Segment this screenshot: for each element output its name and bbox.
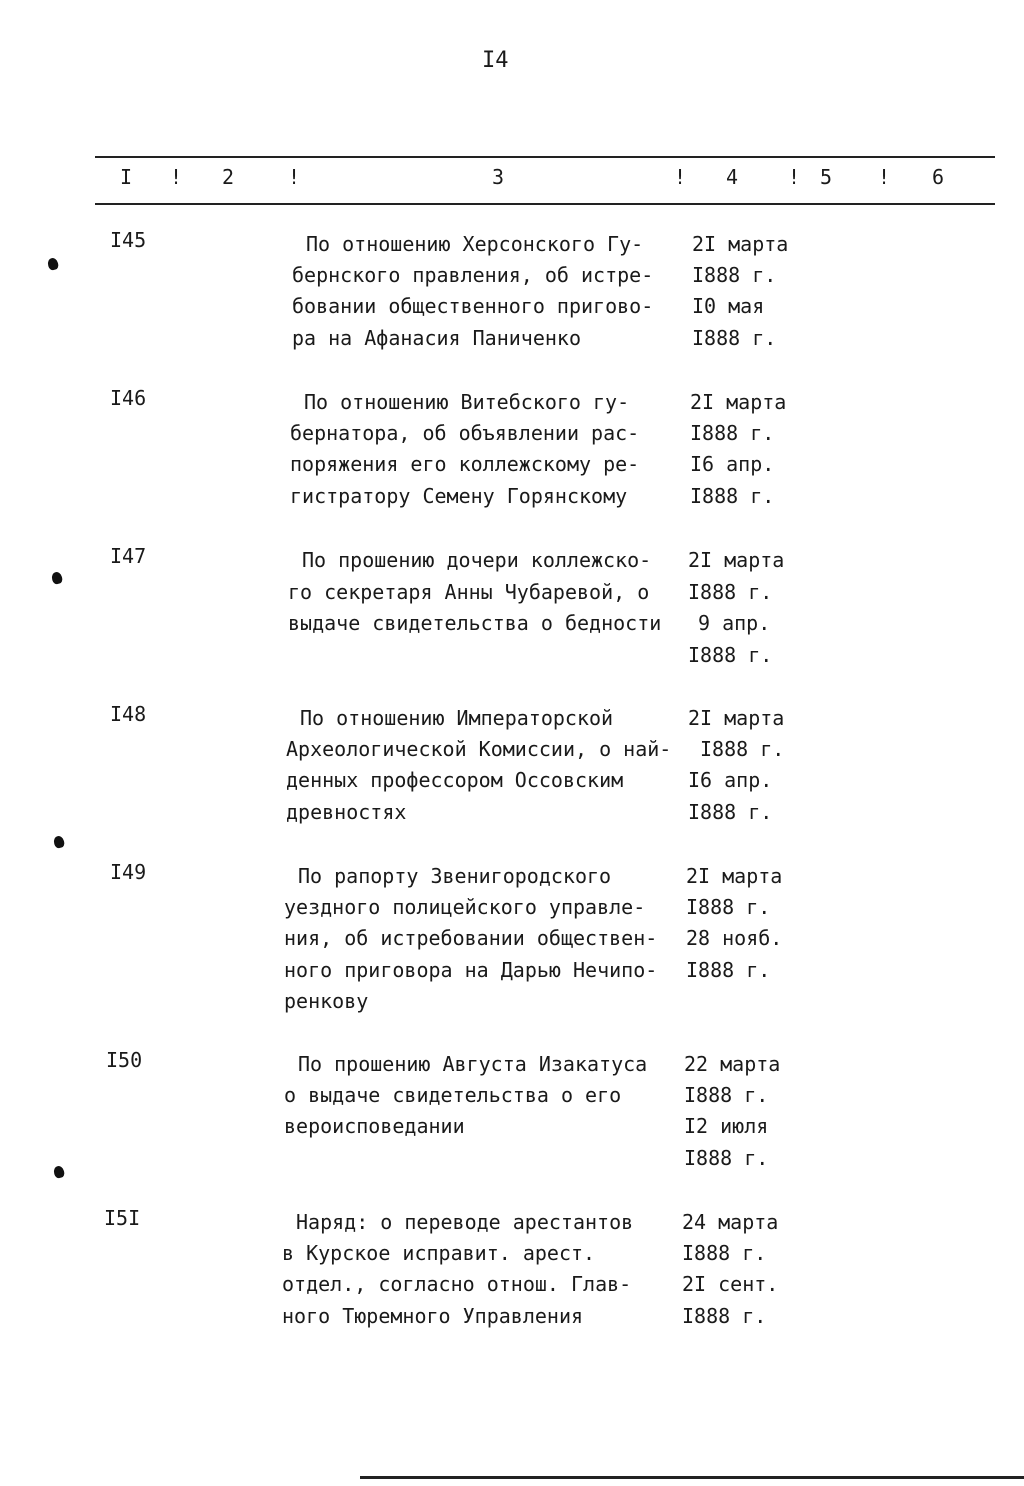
record-date-line: 2I марта <box>688 548 785 572</box>
record-date-line: I888 г. <box>688 580 773 604</box>
binding-mark <box>51 571 64 585</box>
record-date-line: 2I марта <box>692 232 789 256</box>
record-date-line: I888 г. <box>688 800 773 824</box>
record-date-line: I888 г. <box>688 643 773 667</box>
header-col-2: 2 <box>222 165 235 189</box>
record-number: I47 <box>110 544 147 568</box>
record-number: I48 <box>110 702 147 726</box>
header-col-1: I <box>120 165 133 189</box>
binding-mark <box>47 257 60 271</box>
record-text-line: го секретаря Анны Чубаревой, о <box>288 580 650 604</box>
record-date-line: I888 г. <box>686 895 771 919</box>
record-text-line: отдел., согласно отнош. Глав- <box>282 1272 632 1296</box>
binding-mark <box>53 835 66 849</box>
header-sep-4: ! <box>788 165 801 189</box>
record-number: I45 <box>110 228 147 252</box>
record-text-line: По рапорту Звенигородского <box>298 864 612 888</box>
record-date-line: I888 г. <box>690 484 775 508</box>
record-date-line: 24 марта <box>682 1210 779 1234</box>
record-number: I50 <box>106 1048 143 1072</box>
record-date-line: 2I марта <box>688 706 785 730</box>
record-date-line: I888 г. <box>682 1241 767 1265</box>
header-col-4: 4 <box>726 165 739 189</box>
record-text-line: По отношению Херсонского Гу- <box>306 232 644 256</box>
record-text-line: в Курское исправит. арест. <box>282 1241 596 1265</box>
record-date-line: 2I сент. <box>682 1272 779 1296</box>
record-date-line: 9 апр. <box>698 611 771 635</box>
record-date-line: I888 г. <box>692 326 777 350</box>
page-number: I4 <box>482 48 509 73</box>
record-date-line: 22 марта <box>684 1052 781 1076</box>
header-rule-bottom <box>95 203 995 205</box>
record-date-line: I888 г. <box>700 737 785 761</box>
record-text-line: гистратору Семену Горянскому <box>290 484 628 508</box>
record-date-line: I888 г. <box>684 1083 769 1107</box>
record-text-line: По прошению дочери коллежско- <box>302 548 652 572</box>
record-number: I46 <box>110 386 147 410</box>
record-date-line: I888 г. <box>686 958 771 982</box>
header-sep-1: ! <box>170 165 183 189</box>
record-number: I49 <box>110 860 147 884</box>
record-text-line: бернского правления, об истре- <box>292 263 654 287</box>
record-text-line: ного Тюремного Управления <box>282 1304 584 1328</box>
header-col-5: 5 <box>820 165 833 189</box>
record-text-line: ренкову <box>284 989 369 1013</box>
header-rule-top <box>95 156 995 158</box>
record-text-line: ра на Афанасия Паниченко <box>292 326 581 350</box>
record-date-line: I888 г. <box>682 1304 767 1328</box>
record-date-line: I888 г. <box>690 421 775 445</box>
record-text-line: о выдаче свидетельства о его <box>284 1083 622 1107</box>
record-date-line: I2 июля <box>684 1114 769 1138</box>
record-date-line: 28 нояб. <box>686 926 783 950</box>
record-date-line: 2I марта <box>690 390 787 414</box>
record-date-line: 2I марта <box>686 864 783 888</box>
record-date-line: I6 апр. <box>688 768 773 792</box>
record-text-line: Археологической Комиссии, о най- <box>286 737 672 761</box>
record-text-line: денных профессором Оссовским <box>286 768 624 792</box>
record-text-line: По отношению Императорской <box>300 706 614 730</box>
record-number: I5I <box>104 1206 141 1230</box>
header-col-6: 6 <box>932 165 945 189</box>
record-text-line: Наряд: о переводе арестантов <box>296 1210 634 1234</box>
record-text-line: ния, об истребовании обществен- <box>284 926 658 950</box>
binding-mark <box>53 1165 66 1179</box>
record-date-line: I0 мая <box>692 294 765 318</box>
record-text-line: бовании общественного пригово- <box>292 294 654 318</box>
record-date-line: I888 г. <box>692 263 777 287</box>
record-date-line: I6 апр. <box>690 452 775 476</box>
footer-rule <box>360 1476 1024 1479</box>
record-text-line: уездного полицейского управле- <box>284 895 646 919</box>
record-text-line: поряжения его коллежскому ре- <box>290 452 640 476</box>
record-text-line: По отношению Витебского гу- <box>304 390 630 414</box>
record-text-line: бернатора, об объявлении рас- <box>290 421 640 445</box>
record-text-line: ного приговора на Дарью Нечипо- <box>284 958 658 982</box>
record-text-line: выдаче свидетельства о бедности <box>288 611 662 635</box>
record-text-line: древностях <box>286 800 407 824</box>
record-date-line: I888 г. <box>684 1146 769 1170</box>
header-sep-5: ! <box>878 165 891 189</box>
header-col-3: 3 <box>492 165 505 189</box>
record-text-line: По прошению Августа Изакатуса <box>298 1052 648 1076</box>
header-sep-3: ! <box>674 165 687 189</box>
record-text-line: вероисповедании <box>284 1114 465 1138</box>
header-sep-2: ! <box>288 165 301 189</box>
